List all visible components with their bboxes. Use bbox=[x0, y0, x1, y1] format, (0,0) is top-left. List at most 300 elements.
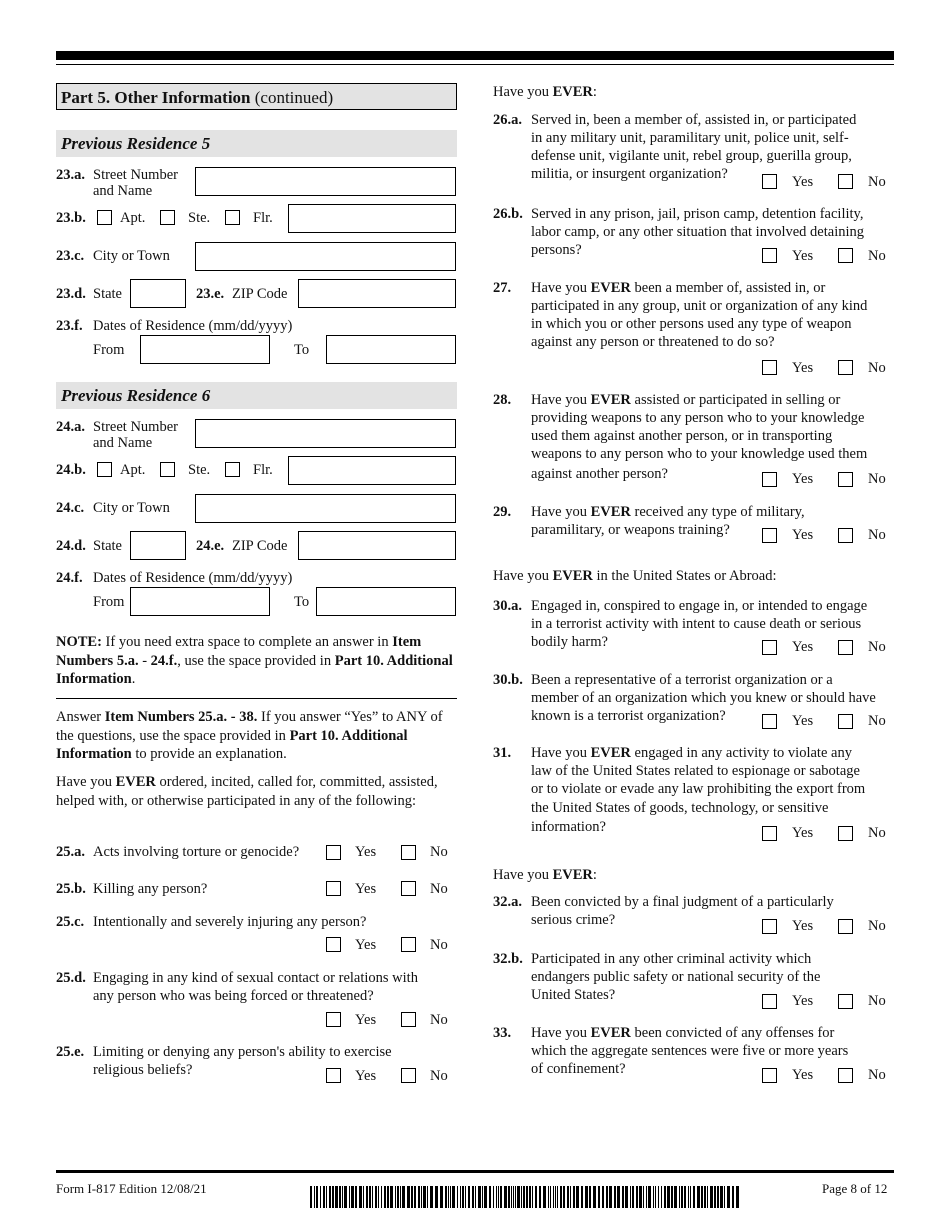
item-number: 23.f. bbox=[56, 318, 83, 334]
barcode-bar bbox=[493, 1186, 494, 1208]
barcode-bar bbox=[646, 1186, 647, 1208]
dates-label: Dates of Residence (mm/dd/yyyy) bbox=[93, 318, 293, 334]
barcode-bar bbox=[332, 1186, 334, 1208]
no-checkbox-33[interactable] bbox=[838, 1068, 853, 1083]
unit-number-input-24b[interactable] bbox=[288, 456, 456, 485]
part-title: Part 5. Other Information bbox=[61, 88, 251, 107]
yes-checkbox-32b[interactable] bbox=[762, 994, 777, 1009]
ste-label: Ste. bbox=[188, 462, 211, 478]
item-number: 24.c. bbox=[56, 500, 85, 516]
barcode-bar bbox=[664, 1186, 666, 1208]
yes-checkbox-28[interactable] bbox=[762, 472, 777, 487]
barcode-bar bbox=[387, 1186, 389, 1208]
apt-label: Apt. bbox=[120, 462, 146, 478]
barcode-bar bbox=[450, 1186, 451, 1208]
no-label: No bbox=[430, 881, 448, 897]
no-checkbox-32b[interactable] bbox=[838, 994, 853, 1009]
bottom-rule bbox=[56, 1170, 894, 1173]
question-text-line2: religious beliefs? bbox=[93, 1062, 193, 1078]
barcode-bar bbox=[411, 1186, 413, 1208]
question-text-line2: in a terrorist activity with intent to cause death or serious bbox=[531, 616, 862, 632]
question-text-line2: providing weapons to any person who to your knowledge bbox=[531, 410, 865, 426]
no-checkbox-31[interactable] bbox=[838, 826, 853, 841]
zip-label: ZIP Code bbox=[232, 538, 288, 554]
part-title-continued: (continued) bbox=[254, 88, 334, 107]
barcode-bar bbox=[310, 1186, 312, 1208]
previous-residence-5-heading: Previous Residence 5 bbox=[56, 130, 457, 157]
street-number-and-name-input-23a[interactable] bbox=[195, 167, 456, 196]
question-text-line4: against any person or threatened to do so? bbox=[531, 334, 775, 350]
yes-checkbox-26b[interactable] bbox=[762, 248, 777, 263]
question-text-line2: member of an organization which you knew or should have bbox=[531, 690, 876, 706]
ever-intro: Have you EVER ordered, incited, called for, committed, assisted, helped with, or otherwise participated in any of the following: bbox=[56, 774, 438, 809]
barcode-bar bbox=[418, 1186, 420, 1208]
yes-checkbox-25b[interactable] bbox=[326, 881, 341, 896]
state-label: State bbox=[93, 286, 122, 302]
barcode-bar bbox=[679, 1186, 680, 1208]
no-checkbox-26a[interactable] bbox=[838, 174, 853, 189]
question-text: Intentionally and severely injuring any person? bbox=[93, 914, 367, 930]
barcode-bar bbox=[704, 1186, 706, 1208]
yes-label: Yes bbox=[792, 248, 814, 264]
yes-label: Yes bbox=[355, 937, 377, 953]
barcode-bar bbox=[563, 1186, 565, 1208]
barcode-bar bbox=[684, 1186, 686, 1208]
barcode-bar bbox=[435, 1186, 438, 1208]
city-label: City or Town bbox=[93, 500, 170, 516]
question-text-line3: of confinement? bbox=[531, 1061, 626, 1077]
item-number: 26.a. bbox=[493, 112, 522, 128]
item-number: 32.a. bbox=[493, 894, 522, 910]
item-number: 24.b. bbox=[56, 462, 86, 478]
item-number: 33. bbox=[493, 1025, 512, 1041]
item-number: 31. bbox=[493, 745, 512, 761]
barcode-bar bbox=[555, 1186, 556, 1208]
no-checkbox-25b[interactable] bbox=[401, 881, 416, 896]
yes-label: Yes bbox=[355, 844, 377, 860]
item-number: 23.b. bbox=[56, 210, 86, 226]
no-label: No bbox=[430, 1068, 448, 1084]
no-label: No bbox=[430, 937, 448, 953]
no-label: No bbox=[430, 1012, 448, 1028]
no-label: No bbox=[868, 248, 886, 264]
barcode-bar bbox=[593, 1186, 596, 1208]
barcode-bar bbox=[515, 1186, 516, 1208]
question-text-line5: against another person? bbox=[531, 466, 668, 482]
barcode-bar bbox=[511, 1186, 512, 1208]
barcode-bar bbox=[314, 1186, 315, 1208]
no-checkbox-25d[interactable] bbox=[401, 1012, 416, 1027]
item-number: 32.b. bbox=[493, 951, 523, 967]
state-label: State bbox=[93, 538, 122, 554]
barcode-bar bbox=[407, 1186, 410, 1208]
ste-checkbox-24b[interactable] bbox=[160, 462, 175, 477]
barcode-bar bbox=[661, 1186, 662, 1208]
barcode-bar bbox=[589, 1186, 591, 1208]
from-date-input-24f[interactable] bbox=[130, 587, 270, 616]
barcode-bar bbox=[736, 1186, 739, 1208]
item-number: 24.e. bbox=[196, 538, 225, 554]
no-checkbox-32a[interactable] bbox=[838, 919, 853, 934]
yes-label: Yes bbox=[792, 918, 814, 934]
yes-label: Yes bbox=[792, 527, 814, 543]
section-divider bbox=[56, 698, 457, 699]
flr-checkbox-24b[interactable] bbox=[225, 462, 240, 477]
yes-checkbox-30a[interactable] bbox=[762, 640, 777, 655]
barcode-bar bbox=[576, 1186, 579, 1208]
street-label-line2: and Name bbox=[93, 435, 153, 451]
flr-checkbox-23b[interactable] bbox=[225, 210, 240, 225]
city-label: City or Town bbox=[93, 248, 170, 264]
city-input-23c[interactable] bbox=[195, 242, 456, 271]
barcode-bar bbox=[521, 1186, 522, 1208]
barcode-bar bbox=[448, 1186, 449, 1208]
question-text-line5: information? bbox=[531, 819, 606, 835]
barcode-bar bbox=[717, 1186, 719, 1208]
barcode-bar bbox=[440, 1186, 443, 1208]
question-text: Participated in any other criminal activity which bbox=[531, 951, 812, 967]
flr-label: Flr. bbox=[253, 210, 273, 226]
barcode-bar bbox=[523, 1186, 525, 1208]
ever-heading-2: Have you EVER: bbox=[493, 867, 597, 883]
no-checkbox-26b[interactable] bbox=[838, 248, 853, 263]
barcode-bar bbox=[381, 1186, 382, 1208]
ste-checkbox-23b[interactable] bbox=[160, 210, 175, 225]
barcode-bar bbox=[351, 1186, 354, 1208]
barcode-bar bbox=[609, 1186, 612, 1208]
barcode-bar bbox=[639, 1186, 642, 1208]
barcode-bar bbox=[548, 1186, 549, 1208]
barcode-bar bbox=[316, 1186, 318, 1208]
street-label: Street Number bbox=[93, 419, 178, 435]
question-text-line4: the United States of goods, technology, or sensitive bbox=[531, 800, 829, 816]
flr-label: Flr. bbox=[253, 462, 273, 478]
barcode-bar bbox=[475, 1186, 476, 1208]
barcode-bar bbox=[517, 1186, 520, 1208]
barcode-bar bbox=[625, 1186, 628, 1208]
no-checkbox-25a[interactable] bbox=[401, 845, 416, 860]
barcode-bar bbox=[402, 1186, 405, 1208]
barcode-bar bbox=[500, 1186, 502, 1208]
barcode-bar bbox=[390, 1186, 393, 1208]
barcode-bar bbox=[484, 1186, 487, 1208]
question-text: Have you EVER received any type of military, bbox=[531, 504, 805, 520]
top-rule-thin bbox=[56, 64, 894, 65]
barcode-bar bbox=[496, 1186, 497, 1208]
item-number: 25.c. bbox=[56, 914, 85, 930]
barcode-bar bbox=[414, 1186, 416, 1208]
yes-label: Yes bbox=[792, 174, 814, 190]
barcode-bar bbox=[363, 1186, 364, 1208]
barcode-bar bbox=[468, 1186, 470, 1208]
no-label: No bbox=[868, 918, 886, 934]
yes-checkbox-25e[interactable] bbox=[326, 1068, 341, 1083]
barcode-bar bbox=[614, 1186, 616, 1208]
item-number: 24.f. bbox=[56, 570, 83, 586]
barcode-bar bbox=[557, 1186, 558, 1208]
yes-checkbox-27[interactable] bbox=[762, 360, 777, 375]
barcode-bar bbox=[344, 1186, 347, 1208]
barcode-bar bbox=[643, 1186, 644, 1208]
question-text-line3: known is a terrorist organization? bbox=[531, 708, 726, 724]
zip-input-23e[interactable] bbox=[298, 279, 456, 308]
previous-residence-6-heading: Previous Residence 6 bbox=[56, 382, 457, 409]
yes-label: Yes bbox=[355, 1012, 377, 1028]
no-label: No bbox=[430, 844, 448, 860]
to-date-input-24f[interactable] bbox=[316, 587, 456, 616]
dates-label: Dates of Residence (mm/dd/yyyy) bbox=[93, 570, 293, 586]
barcode-bar bbox=[498, 1186, 499, 1208]
barcode-bar bbox=[688, 1186, 689, 1208]
barcode-bar bbox=[423, 1186, 426, 1208]
barcode-bar bbox=[543, 1186, 546, 1208]
apt-checkbox-23b[interactable] bbox=[97, 210, 112, 225]
city-input-24c[interactable] bbox=[195, 494, 456, 523]
barcode-bar bbox=[681, 1186, 683, 1208]
barcode-bar bbox=[359, 1186, 362, 1208]
to-label: To bbox=[294, 594, 310, 610]
no-label: No bbox=[868, 360, 886, 376]
barcode-bar bbox=[622, 1186, 624, 1208]
no-checkbox-30a[interactable] bbox=[838, 640, 853, 655]
question-text-line3: used them against another person, or in transporting bbox=[531, 428, 833, 444]
item-number: 25.b. bbox=[56, 881, 86, 897]
question-text-line3: bodily harm? bbox=[531, 634, 608, 650]
barcode-bar bbox=[630, 1186, 631, 1208]
to-date-input-23f[interactable] bbox=[326, 335, 456, 364]
barcode-bar bbox=[465, 1186, 466, 1208]
yes-label: Yes bbox=[792, 639, 814, 655]
question-text-line2: endangers public safety or national security of the bbox=[531, 969, 821, 985]
barcode-bar bbox=[602, 1186, 604, 1208]
item-number: 23.e. bbox=[196, 286, 225, 302]
barcode-bar bbox=[674, 1186, 677, 1208]
question-text: Acts involving torture or genocide? bbox=[93, 844, 300, 860]
barcode-bar bbox=[339, 1186, 341, 1208]
street-label-line2: and Name bbox=[93, 183, 153, 199]
question-text: Limiting or denying any person's ability to exercise bbox=[93, 1044, 392, 1060]
barcode-bar bbox=[560, 1186, 562, 1208]
part-5-header bbox=[56, 83, 457, 110]
barcode-bar bbox=[710, 1186, 713, 1208]
question-text-line2: in any military unit, paramilitary unit, police unit, self- bbox=[531, 130, 849, 146]
no-label: No bbox=[868, 527, 886, 543]
barcode-bar bbox=[539, 1186, 541, 1208]
question-text: Have you EVER been a member of, assisted in, or bbox=[531, 280, 826, 296]
barcode-bar bbox=[335, 1186, 338, 1208]
item-number: 24.d. bbox=[56, 538, 86, 554]
barcode-bar bbox=[508, 1186, 510, 1208]
yes-checkbox-25a[interactable] bbox=[326, 845, 341, 860]
barcode-bar bbox=[460, 1186, 461, 1208]
us-abroad-heading: Have you EVER in the United States or Abroad: bbox=[493, 568, 777, 584]
zip-label: ZIP Code bbox=[232, 286, 288, 302]
barcode-bar bbox=[421, 1186, 422, 1208]
street-number-and-name-input-24a[interactable] bbox=[195, 419, 456, 448]
item-number: 23.a. bbox=[56, 167, 85, 183]
yes-label: Yes bbox=[792, 360, 814, 376]
no-checkbox-30b[interactable] bbox=[838, 714, 853, 729]
yes-checkbox-31[interactable] bbox=[762, 826, 777, 841]
item-number: 30.a. bbox=[493, 598, 522, 614]
question-text: Have you EVER engaged in any activity to violate any bbox=[531, 745, 852, 761]
barcode-bar bbox=[714, 1186, 716, 1208]
barcode-bar bbox=[445, 1186, 447, 1208]
apt-label: Apt. bbox=[120, 210, 146, 226]
no-checkbox-25c[interactable] bbox=[401, 937, 416, 952]
from-date-input-23f[interactable] bbox=[140, 335, 270, 364]
ste-label: Ste. bbox=[188, 210, 211, 226]
barcode-bar bbox=[342, 1186, 343, 1208]
no-label: No bbox=[868, 713, 886, 729]
barcode-bar bbox=[329, 1186, 331, 1208]
barcode-bar bbox=[378, 1186, 379, 1208]
yes-label: Yes bbox=[792, 993, 814, 1009]
no-label: No bbox=[868, 471, 886, 487]
yes-checkbox-26a[interactable] bbox=[762, 174, 777, 189]
no-label: No bbox=[868, 825, 886, 841]
no-label: No bbox=[868, 639, 886, 655]
yes-label: Yes bbox=[792, 825, 814, 841]
barcode-bar bbox=[724, 1186, 725, 1208]
question-text-line2: which the aggregate sentences were five or more years bbox=[531, 1043, 849, 1059]
barcode-bar bbox=[526, 1186, 528, 1208]
no-label: No bbox=[868, 993, 886, 1009]
no-checkbox-25e[interactable] bbox=[401, 1068, 416, 1083]
ever-heading: Have you EVER: bbox=[493, 84, 597, 100]
no-checkbox-28[interactable] bbox=[838, 472, 853, 487]
barcode-bar bbox=[427, 1186, 428, 1208]
page-number: Page 8 of 12 bbox=[822, 1181, 888, 1196]
yes-checkbox-29[interactable] bbox=[762, 528, 777, 543]
yes-checkbox-33[interactable] bbox=[762, 1068, 777, 1083]
barcode-bar bbox=[617, 1186, 620, 1208]
barcode-bar bbox=[720, 1186, 723, 1208]
barcode-bar bbox=[349, 1186, 350, 1208]
unit-number-input-23b[interactable] bbox=[288, 204, 456, 233]
question-text: Have you EVER been convicted of any offenses for bbox=[531, 1025, 835, 1041]
barcode-bar bbox=[671, 1186, 673, 1208]
barcode-bar bbox=[323, 1186, 325, 1208]
question-text-line2: any person who was being forced or threatened? bbox=[93, 988, 374, 1004]
barcode-bar bbox=[369, 1186, 371, 1208]
question-text: Been convicted by a final judgment of a particularly bbox=[531, 894, 834, 910]
item-number: 27. bbox=[493, 280, 512, 296]
barcode-bar bbox=[366, 1186, 368, 1208]
item-number: 25.a. bbox=[56, 844, 85, 860]
barcode-bar bbox=[326, 1186, 327, 1208]
zip-input-24e[interactable] bbox=[298, 531, 456, 560]
street-label: Street Number bbox=[93, 167, 178, 183]
yes-label: Yes bbox=[355, 881, 377, 897]
item-number: 30.b. bbox=[493, 672, 523, 688]
yes-label: Yes bbox=[792, 713, 814, 729]
barcode-bar bbox=[732, 1186, 734, 1208]
barcode-bar bbox=[658, 1186, 659, 1208]
yes-checkbox-25d[interactable] bbox=[326, 1012, 341, 1027]
question-text: Have you EVER assisted or participated in selling or bbox=[531, 392, 841, 408]
barcode-bar bbox=[567, 1186, 569, 1208]
question-text-line3: or to violate or evade any law prohibiting the export from bbox=[531, 781, 866, 797]
barcode-bar bbox=[701, 1186, 703, 1208]
question-text-line4: militia, or insurgent organization? bbox=[531, 166, 728, 182]
barcode-bar bbox=[697, 1186, 700, 1208]
question-text: Engaged in, conspired to engage in, or intended to engage bbox=[531, 598, 868, 614]
barcode-bar bbox=[648, 1186, 651, 1208]
barcode-bar bbox=[320, 1186, 321, 1208]
barcode-bar bbox=[430, 1186, 433, 1208]
barcode-bar bbox=[355, 1186, 357, 1208]
yes-label: Yes bbox=[355, 1068, 377, 1084]
yes-checkbox-32a[interactable] bbox=[762, 919, 777, 934]
top-rule-thick bbox=[56, 51, 894, 60]
apt-checkbox-24b[interactable] bbox=[97, 462, 112, 477]
to-label: To bbox=[294, 342, 310, 358]
item-number: 25.e. bbox=[56, 1044, 85, 1060]
item-number: 23.c. bbox=[56, 248, 85, 264]
barcode-bar bbox=[550, 1186, 551, 1208]
barcode-bar bbox=[693, 1186, 695, 1208]
barcode-bar bbox=[482, 1186, 483, 1208]
question-text-line2: labor camp, or any other situation that involved detaining bbox=[531, 224, 865, 240]
barcode-bar bbox=[707, 1186, 708, 1208]
barcode-bar bbox=[372, 1186, 373, 1208]
question-text-line3: in which you or other persons used any type of weapon bbox=[531, 316, 852, 332]
item-number: 24.a. bbox=[56, 419, 85, 435]
question-text-line3: persons? bbox=[531, 242, 582, 258]
state-input-23d[interactable] bbox=[130, 279, 186, 308]
question-text: Engaging in any kind of sexual contact or relations with bbox=[93, 970, 418, 986]
no-checkbox-27[interactable] bbox=[838, 360, 853, 375]
barcode-bar bbox=[457, 1186, 458, 1208]
barcode-icon bbox=[310, 1186, 742, 1208]
from-label: From bbox=[93, 342, 125, 358]
barcode-bar bbox=[504, 1186, 507, 1208]
barcode-bar bbox=[472, 1186, 474, 1208]
barcode-bar bbox=[397, 1186, 399, 1208]
barcode-bar bbox=[636, 1186, 638, 1208]
barcode-bar bbox=[489, 1186, 491, 1208]
question-text: Served in any prison, jail, prison camp, detention facility, bbox=[531, 206, 864, 222]
item-number: 23.d. bbox=[56, 286, 86, 302]
barcode-bar bbox=[690, 1186, 691, 1208]
yes-checkbox-25c[interactable] bbox=[326, 937, 341, 952]
barcode-bar bbox=[513, 1186, 514, 1208]
barcode-bar bbox=[598, 1186, 600, 1208]
state-input-24d[interactable] bbox=[130, 531, 186, 560]
barcode-bar bbox=[632, 1186, 634, 1208]
barcode-bar bbox=[581, 1186, 583, 1208]
barcode-bar bbox=[535, 1186, 537, 1208]
yes-label: Yes bbox=[792, 471, 814, 487]
barcode-bar bbox=[655, 1186, 656, 1208]
barcode-bar bbox=[570, 1186, 571, 1208]
barcode-bar bbox=[529, 1186, 531, 1208]
barcode-bar bbox=[653, 1186, 654, 1208]
barcode-bar bbox=[375, 1186, 377, 1208]
barcode-bar bbox=[452, 1186, 455, 1208]
yes-label: Yes bbox=[792, 1067, 814, 1083]
yes-checkbox-30b[interactable] bbox=[762, 714, 777, 729]
no-checkbox-29[interactable] bbox=[838, 528, 853, 543]
barcode-bar bbox=[585, 1186, 588, 1208]
answer-instructions: Answer Item Numbers 25.a. - 38. If you answer “Yes” to ANY of the questions, use the space provided in Part 10. Additional Information to provide an explanation. bbox=[56, 709, 443, 762]
barcode-bar bbox=[727, 1186, 730, 1208]
barcode-bar bbox=[606, 1186, 608, 1208]
barcode-bar bbox=[478, 1186, 481, 1208]
barcode-bar bbox=[400, 1186, 401, 1208]
barcode-bar bbox=[667, 1186, 670, 1208]
